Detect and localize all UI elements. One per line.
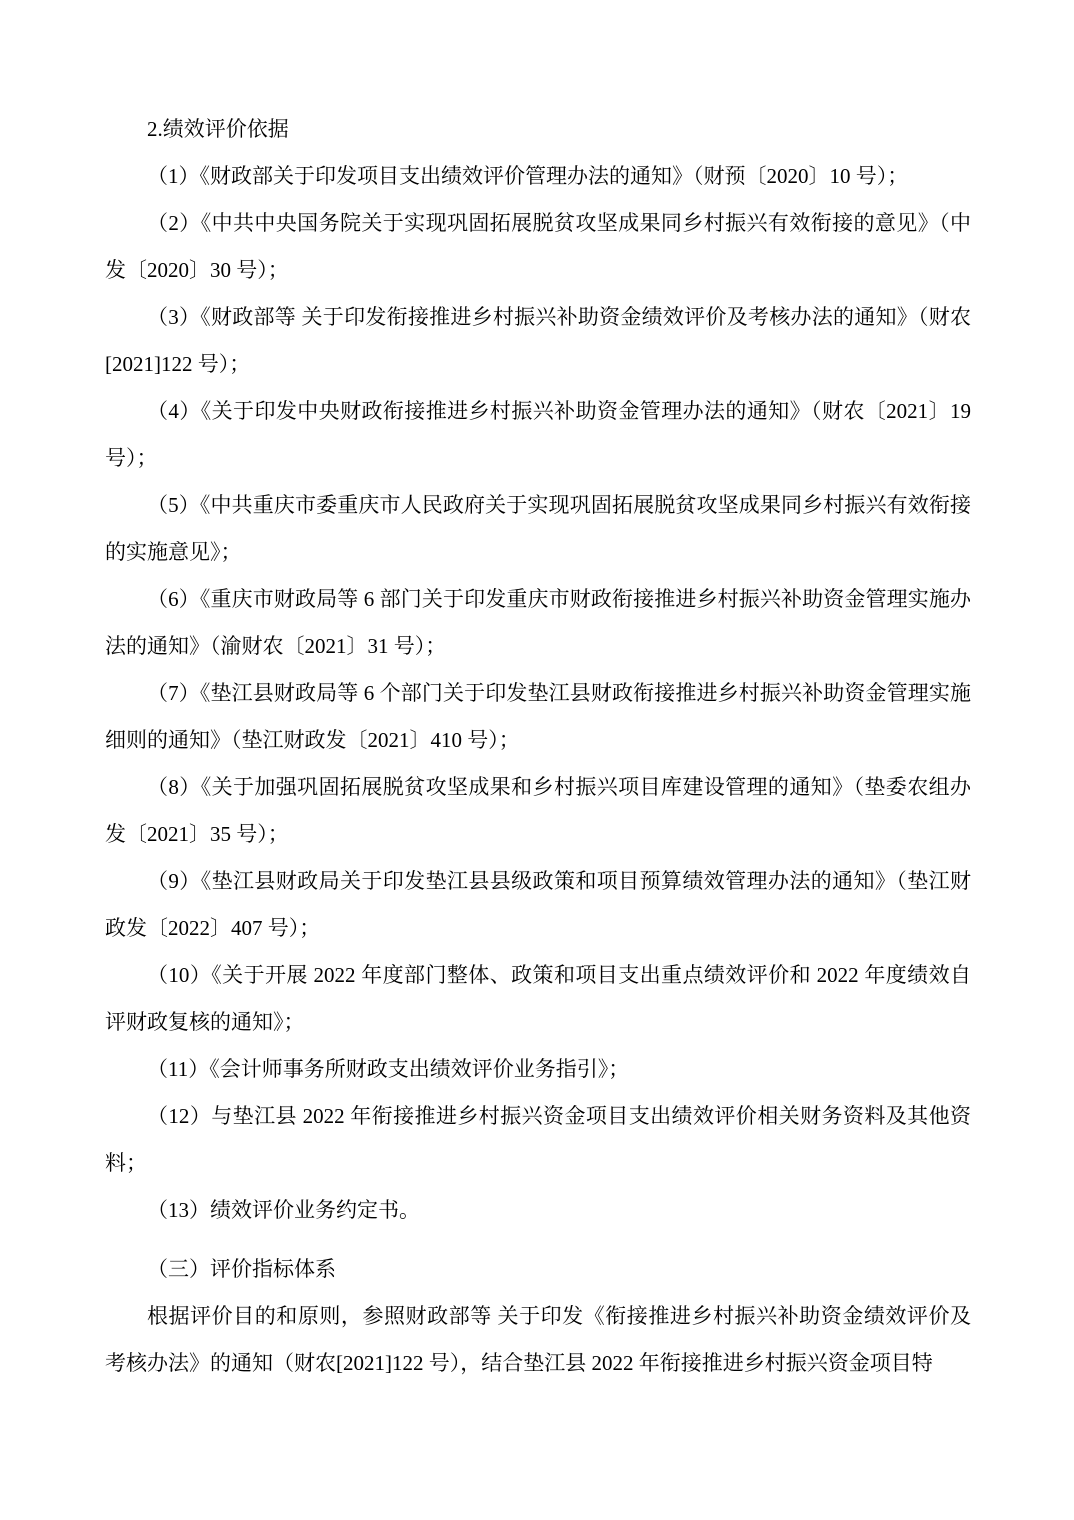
legal-basis-item-4: （4）《关于印发中央财政衔接推进乡村振兴补助资金管理办法的通知》（财农〔2021〕19 号）； [105, 399, 971, 470]
legal-basis-item-11: （11）《会计师事务所财政支出绩效评价业务指引》； [147, 1057, 630, 1081]
legal-basis-item-6: （6）《重庆市财政局等 6 部门关于印发重庆市财政衔接推进乡村振兴补助资金管理实施办法的通知》（渝财农〔2021〕31 号）； [105, 587, 971, 658]
legal-basis-item-12: （12）与垫江县 2022 年衔接推进乡村振兴资金项目支出绩效评价相关财务资料及其他资料； [105, 1104, 971, 1175]
legal-basis-item-1: （1）《财政部关于印发项目支出绩效评价管理办法的通知》（财预〔2020〕10 号）； [147, 164, 909, 188]
legal-basis-item-9: （9）《垫江县财政局关于印发垫江县县级政策和项目预算绩效管理办法的通知》（垫江财政发〔2022〕407 号）； [105, 869, 971, 940]
legal-basis-item-13: （13）绩效评价业务约定书。 [147, 1198, 420, 1222]
legal-basis-item-7: （7）《垫江县财政局等 6 个部门关于印发垫江县财政衔接推进乡村振兴补助资金管理实施细则的通知》（垫江财政发〔2021〕410 号）； [105, 681, 971, 752]
legal-basis-item-2: （2）《中共中央国务院关于实现巩固拓展脱贫攻坚成果同乡村振兴有效衔接的意见》（中发〔2020〕30 号）； [105, 211, 971, 282]
legal-basis-item-10: （10）《关于开展 2022 年度部门整体、政策和项目支出重点绩效评价和 2022 年度绩效自评财政复核的通知》； [105, 963, 971, 1034]
legal-basis-item-3: （3）《财政部等 关于印发衔接推进乡村振兴补助资金绩效评价及考核办法的通知》（财农[2021]122 号）； [105, 305, 971, 376]
section-heading-evaluation-basis: 2.绩效评价依据 [147, 117, 289, 141]
legal-basis-item-5: （5）《中共重庆市委重庆市人民政府关于实现巩固拓展脱贫攻坚成果同乡村振兴有效衔接的实施意见》； [105, 493, 971, 564]
legal-basis-item-8: （8）《关于加强巩固拓展脱贫攻坚成果和乡村振兴项目库建设管理的通知》（垫委农组办发〔2021〕35 号）； [105, 775, 971, 846]
indicator-system-intro-paragraph: 根据评价目的和原则，参照财政部等 关于印发《衔接推进乡村振兴补助资金绩效评价及考核办法》的通知（财农[2021]122 号），结合垫江县 2022 年衔接推进乡村振兴资金项目特 [105, 1304, 971, 1375]
section-heading-indicator-system: （三）评价指标体系 [147, 1257, 336, 1281]
